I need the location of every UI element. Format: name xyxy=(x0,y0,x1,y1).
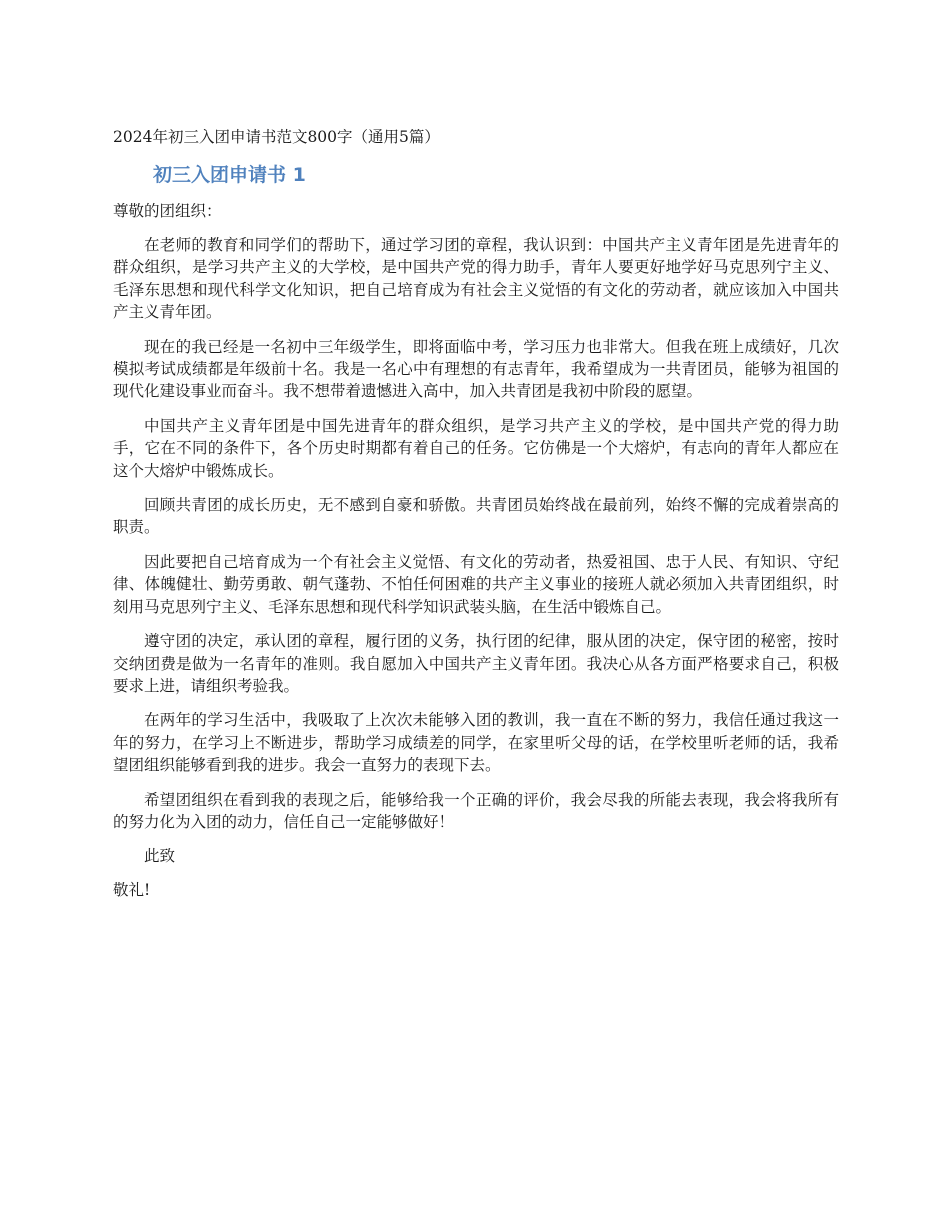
body-paragraph-2: 现在的我已经是一名初中三年级学生，即将面临中考，学习压力也非常大。但我在班上成绩好，几次模拟考试成绩都是年级前十名。我是一名心中有理想的有志青年，我希望成为一共青团员，能够为祖国的现代化建设事业而奋斗。我不想带着遗憾进入高中，加入共青团是我初中阶段的愿望。 xyxy=(113,337,839,401)
body-paragraph-4: 回顾共青团的成长历史，无不感到自豪和骄傲。共青团员始终战在最前列，始终不懈的完成着崇高的职责。 xyxy=(113,496,839,537)
body-paragraph-3: 中国共产主义青年团是中国先进青年的群众组织，是学习共产主义的学校，是中国共产党的得力助手，它在不同的条件下，各个历史时期都有着自己的任务。它仿佛是一个大熔炉，有志向的青年人都应在这个大熔炉中锻炼成长。 xyxy=(113,416,839,480)
closing-salute: 敬礼! xyxy=(113,881,151,900)
document-title: 2024年初三入团申请书范文800字（通用5篇） xyxy=(113,128,440,146)
salutation: 尊敬的团组织： xyxy=(113,202,222,220)
closing-phrase: 此致 xyxy=(144,847,176,866)
document-page xyxy=(113,126,839,901)
body-paragraph-8: 希望团组织在看到我的表现之后，能够给我一个正确的评价，我会尽我的所能去表现，我会将我所有的努力化为入团的动力，信任自己一定能够做好！ xyxy=(113,790,839,831)
section-heading: 初三入团申请书 1 xyxy=(153,164,306,186)
body-paragraph-5: 因此要把自己培育成为一个有社会主义觉悟、有文化的劳动者，热爱祖国、忠于人民、有知识、守纪律、体魄健壮、勤劳勇敢、朝气蓬勃、不怕任何困难的共产主义事业的接班人就必须加入共青团组织，时刻用马克思列宁主义、毛泽东思想和现代科学知识武装头脑，在生活中锻炼自己。 xyxy=(113,552,839,616)
body-paragraph-7: 在两年的学习生活中，我吸取了上次次未能够入团的教训，我一直在不断的努力，我信任通过我这一年的努力，在学习上不断进步，帮助学习成绩差的同学，在家里听父母的话，在学校里听老师的话，我希望团组织能够看到我的进步。我会一直努力的表现下去。 xyxy=(113,711,839,775)
body-paragraph-1: 在老师的教育和同学们的帮助下，通过学习团的章程，我认识到：中国共产主义青年团是先进青年的群众组织，是学习共产主义的大学校，是中国共产党的得力助手，青年人要更好地学好马克思列宁主义、毛泽东思想和现代科学文化知识，把自己培育成为有社会主义觉悟的有文化的劳动者，就应该加入中国共产主义青年团。 xyxy=(113,236,839,322)
body-paragraph-6: 遵守团的决定，承认团的章程，履行团的义务，执行团的纪律，服从团的决定，保守团的秘密，按时交纳团费是做为一名青年的准则。我自愿加入中国共产主义青年团。我决心从各方面严格要求自己，积极要求上进，请组织考验我。 xyxy=(113,632,839,695)
